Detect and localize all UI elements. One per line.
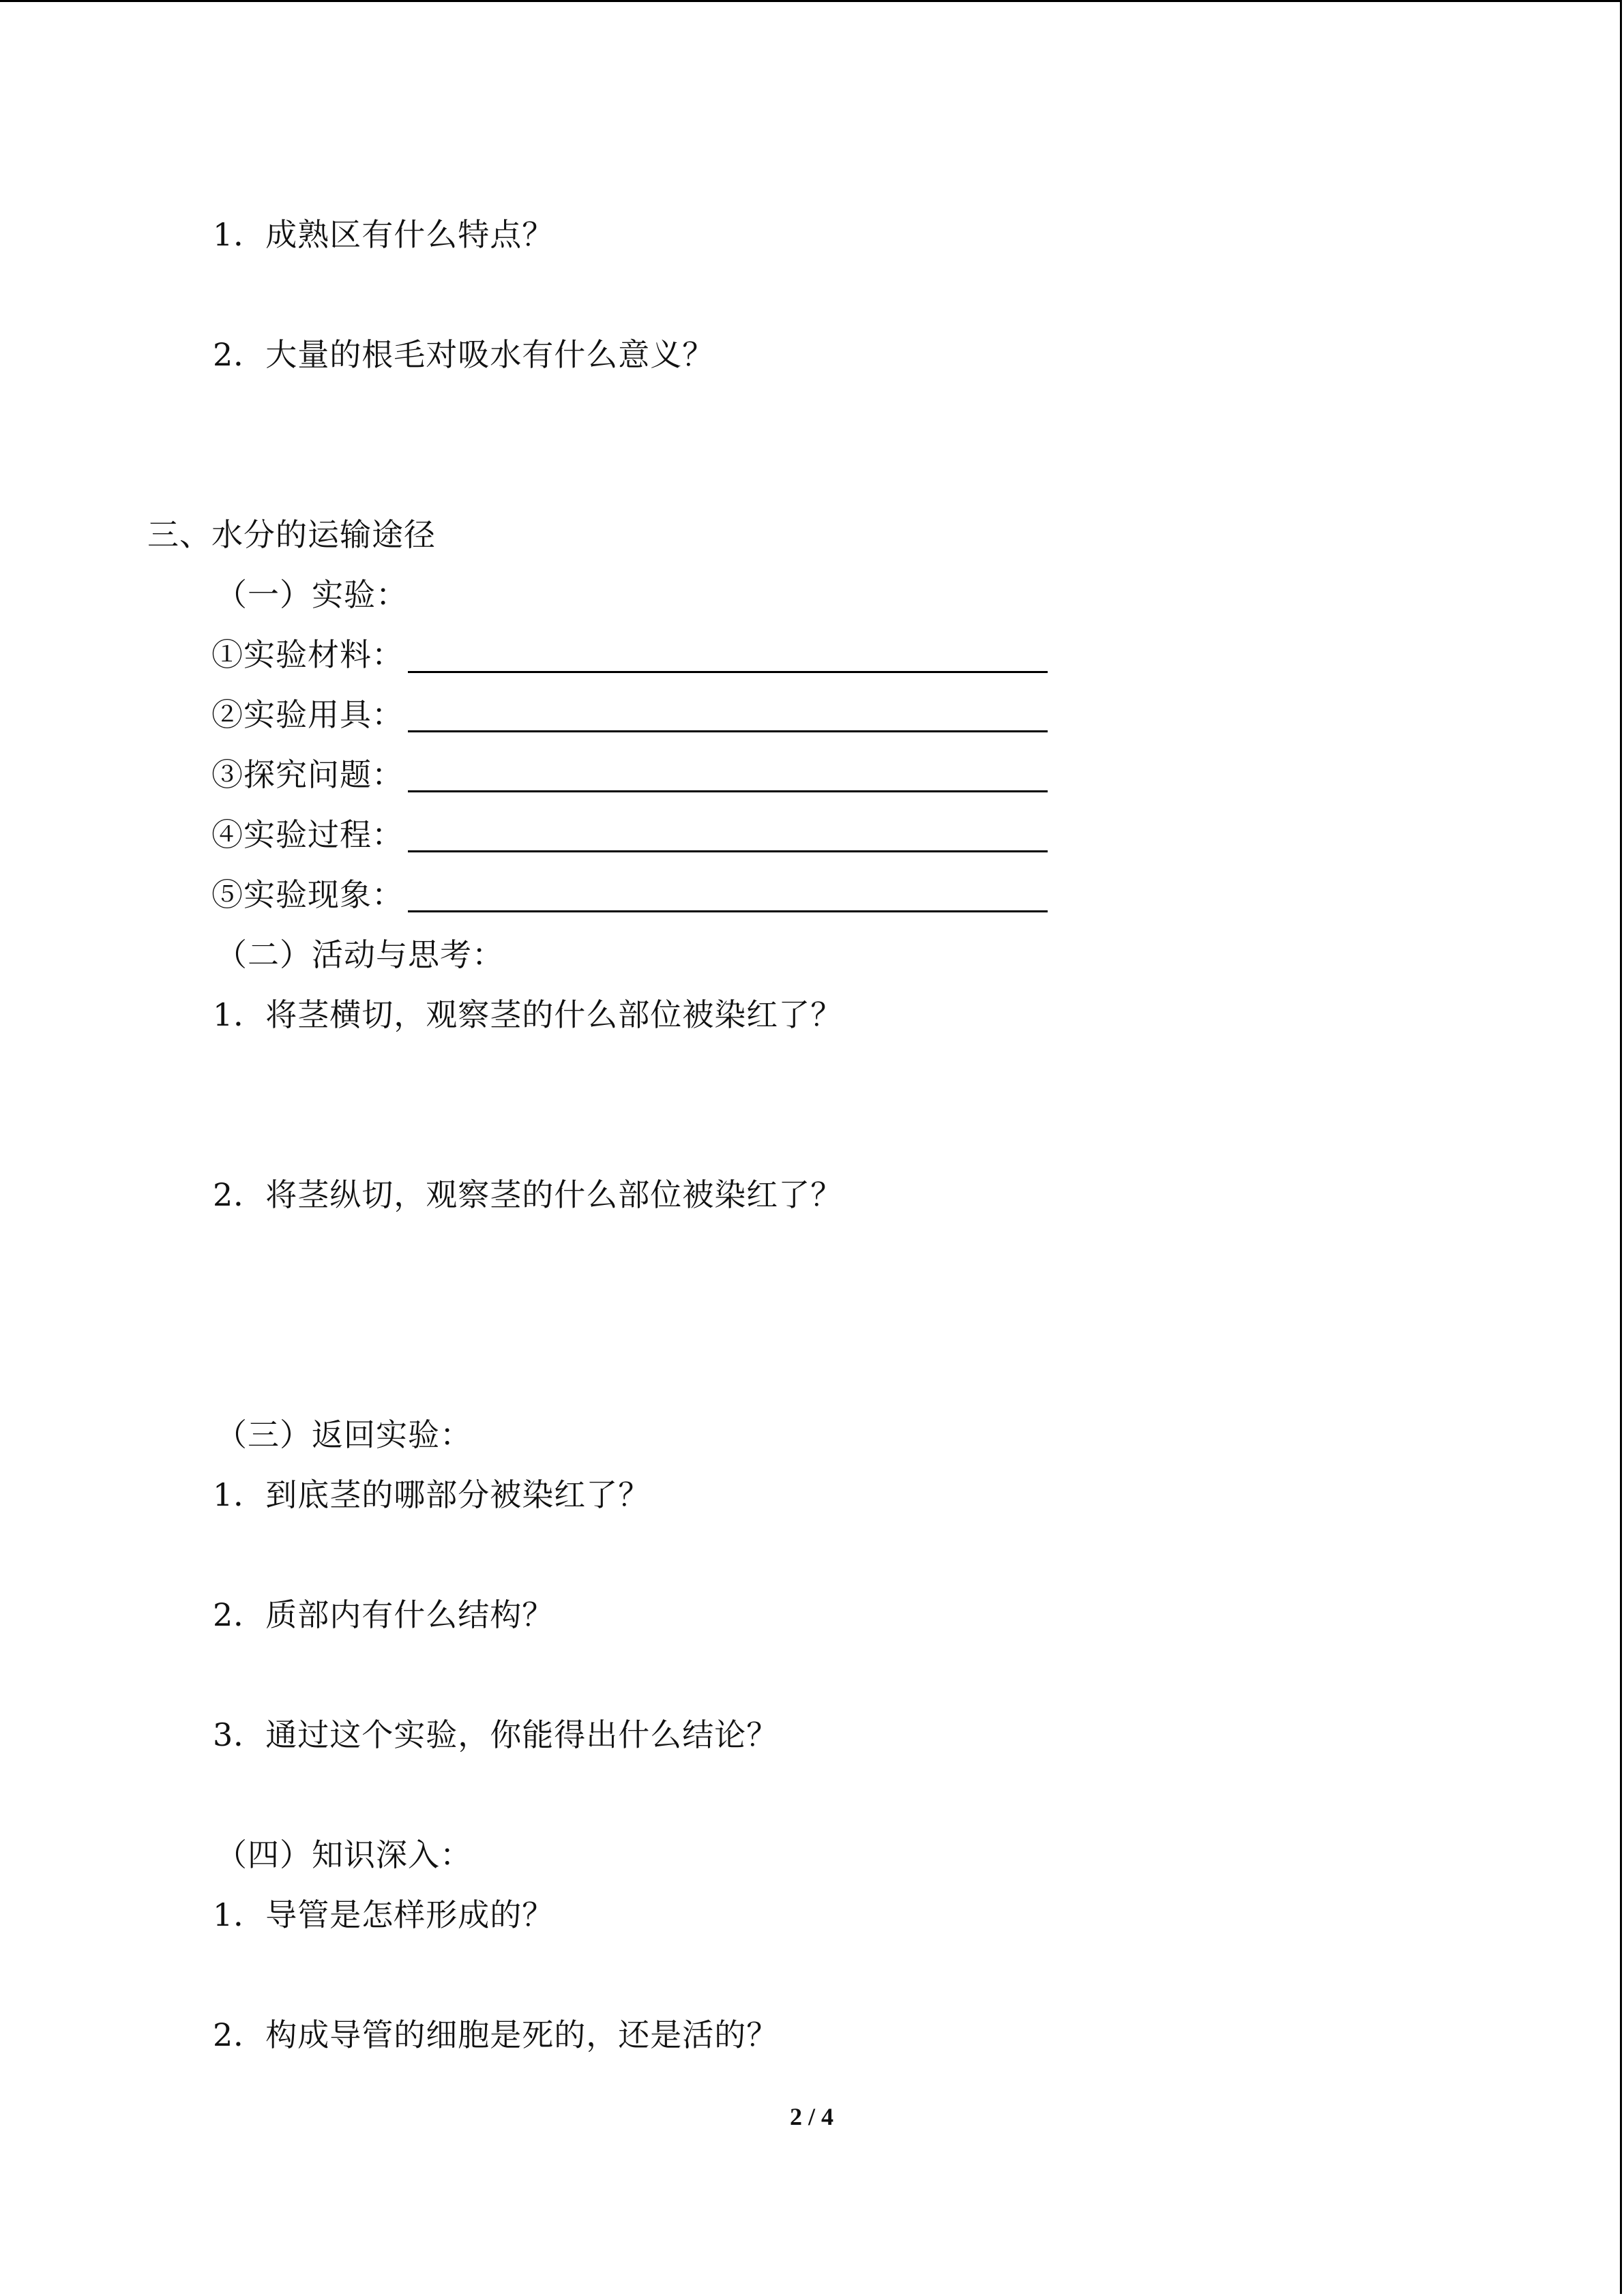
page-number: 2 / 4	[789, 2103, 833, 2130]
question-cross-section: 1．将茎横切，观察茎的什么部位被染红了？	[213, 996, 843, 1033]
field-label-phenomenon: ⑤实验现象：	[211, 876, 404, 913]
question-vessel-formation: 1．导管是怎样形成的？	[213, 1896, 555, 1933]
subsection-experiment-title: （一）实验：	[216, 576, 408, 613]
blank-line-materials	[408, 671, 1048, 673]
blank-line-phenomenon	[408, 910, 1048, 912]
question-root-hairs: 2．大量的根毛对吸水有什么意义？	[213, 336, 715, 373]
field-label-process: ④实验过程：	[211, 816, 404, 853]
question-longitudinal-section: 2．将茎纵切，观察茎的什么部位被染红了？	[213, 1176, 843, 1213]
subsection-deep-title: （四）知识深入：	[216, 1836, 472, 1873]
blank-line-question	[408, 790, 1048, 792]
subsection-return-title: （三）返回实验：	[216, 1416, 472, 1453]
section-heading: 三、水分的运输途径	[147, 516, 436, 553]
field-label-materials: ①实验材料：	[211, 636, 404, 673]
field-label-tools: ②实验用具：	[211, 696, 404, 733]
question-maturation-zone: 1．成熟区有什么特点？	[213, 216, 555, 253]
question-cells-alive: 2．构成导管的细胞是死的，还是活的？	[213, 2016, 779, 2053]
question-conclusion: 3．通过这个实验，你能得出什么结论？	[213, 1716, 779, 1753]
blank-line-process	[408, 850, 1048, 852]
blank-line-tools	[408, 730, 1048, 732]
subsection-activity-title: （二）活动与思考：	[216, 936, 504, 973]
question-which-part: 1．到底茎的哪部分被染红了？	[213, 1476, 651, 1513]
question-structure: 2．质部内有什么结构？	[213, 1596, 555, 1633]
field-label-question: ③探究问题：	[211, 756, 404, 793]
